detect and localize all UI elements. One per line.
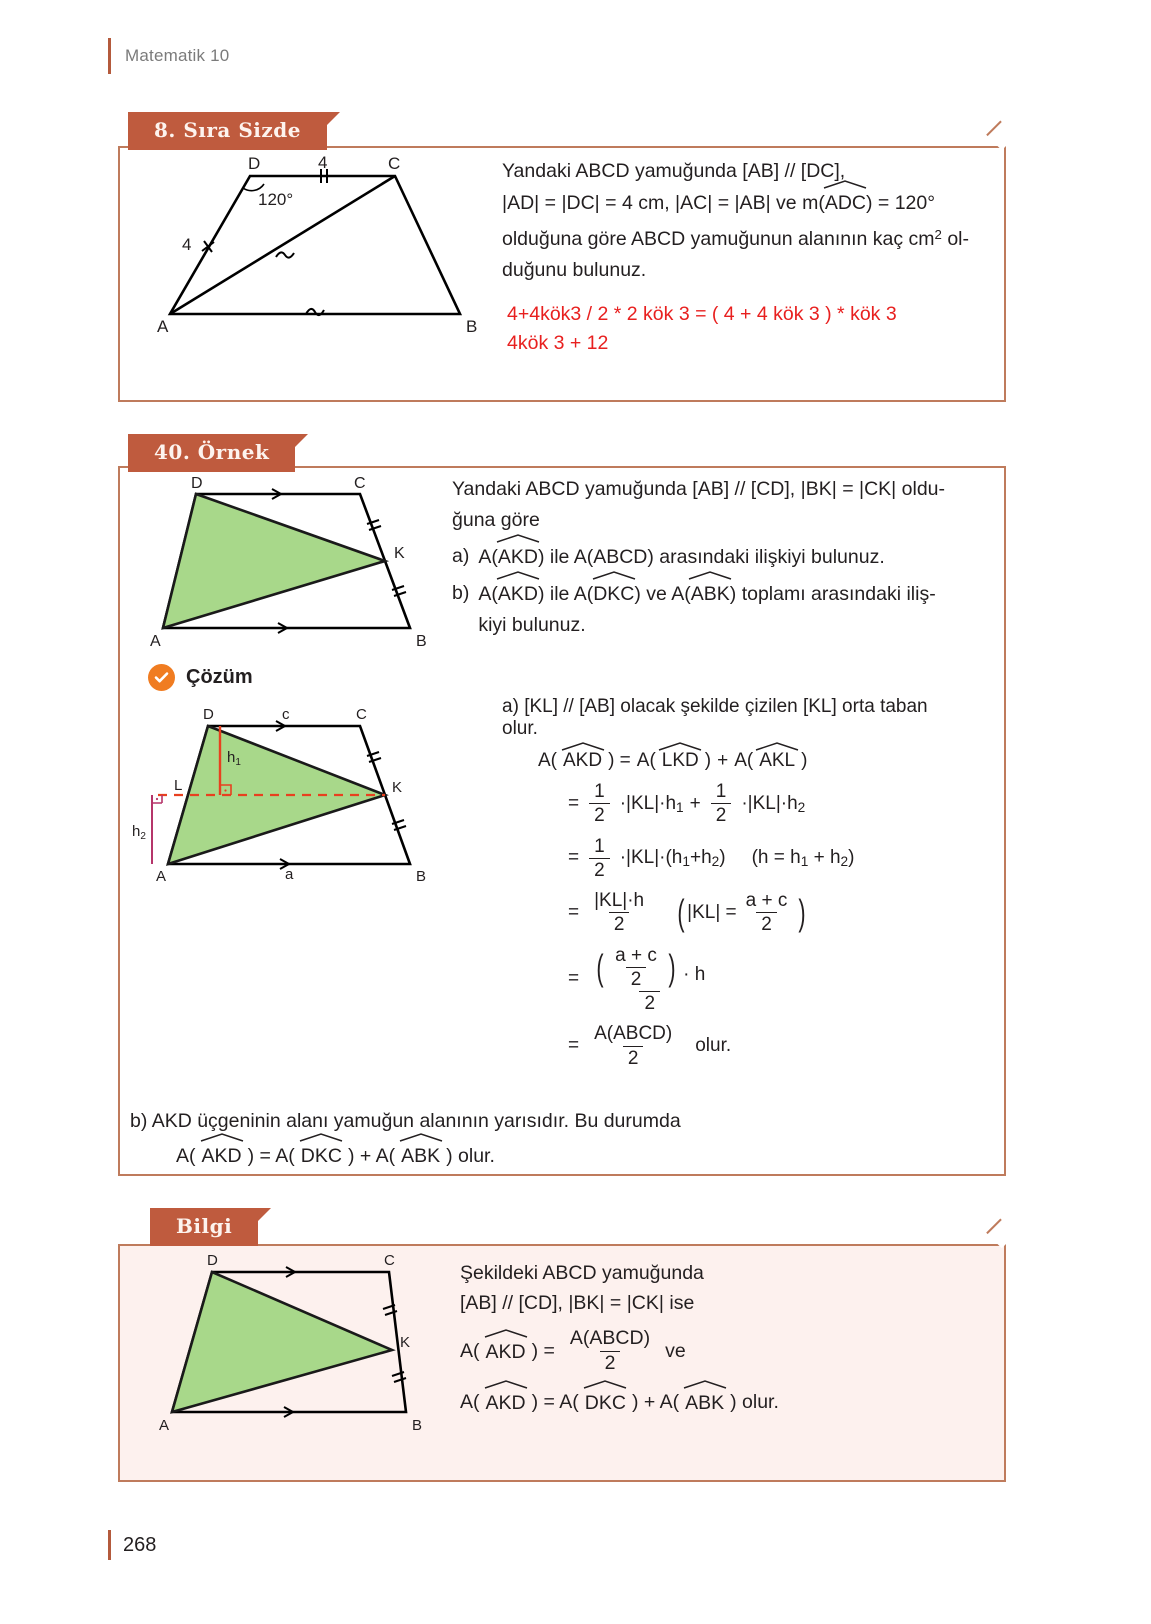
problem-line-2 xyxy=(502,187,1002,219)
sira-sizde-problem-text xyxy=(502,156,1002,358)
angle-letters: AKD xyxy=(485,1391,526,1414)
fraction-one-half xyxy=(589,781,610,827)
vertex-label-A: A xyxy=(156,868,167,885)
bilgi-eq2-mid1: ) = A( xyxy=(531,1391,579,1414)
answer-line-2: 4kök 3 + 12 xyxy=(507,331,609,354)
paren-right: ) xyxy=(668,946,676,988)
eq4-note-lhs: |KL| = xyxy=(687,901,737,923)
eq1-t1-pre: A( xyxy=(636,749,656,771)
eq3-sub2: 2 xyxy=(711,854,720,870)
eq1-t1-post: ) xyxy=(704,749,712,771)
bilgi-eq2-pre: A( xyxy=(460,1391,480,1414)
cm-superscript: 2 xyxy=(934,227,942,242)
numerator: A(ABCD) xyxy=(569,1327,651,1349)
angle-letters: ADC xyxy=(824,192,866,214)
fraction-nested xyxy=(589,945,710,1015)
eq2-term1-text: ·|KL|·h xyxy=(619,792,677,814)
eq3-equals: = xyxy=(568,847,580,869)
item-b-seg4: ) toplamı arasındaki iliş- xyxy=(729,583,936,605)
paren-right: ) xyxy=(798,892,806,934)
solution-equation-5 xyxy=(502,945,1002,1015)
ornek-line-1: Yandaki ABCD yamuğunda [AB] // [CD], |BK| = |CK| oldu- xyxy=(452,478,946,500)
solution-part-a-intro xyxy=(502,696,1002,740)
bilgi-eq1-mid: ) = xyxy=(531,1340,555,1363)
page-header xyxy=(108,38,229,74)
solution-b-equation xyxy=(130,1140,990,1171)
angle-notation-abk xyxy=(691,578,730,610)
ornek-line-2: ğuna göre xyxy=(452,509,540,531)
angle-notation-akd xyxy=(202,1140,242,1171)
tab-ornek: 40. Örnek xyxy=(128,434,295,472)
problem-line-1: Yandaki ABCD yamuğunda [AB] // [DC], xyxy=(502,160,846,182)
vertex-label-D: D xyxy=(203,706,214,723)
section-ornek xyxy=(118,466,1006,1176)
vertex-label-C: C xyxy=(384,1252,395,1269)
solution-equation-2 xyxy=(502,781,1002,827)
vertex-label-D: D xyxy=(191,475,203,492)
denominator: 2 xyxy=(756,912,777,935)
angle-letters: AKD xyxy=(497,546,538,568)
eq5-times-h: · h xyxy=(683,963,706,985)
item-a-pre: A( xyxy=(478,546,498,568)
item-a-text xyxy=(478,541,884,573)
paren-left: ( xyxy=(677,892,685,934)
solution-b-line1: AKD üçgeninin alanı yamuğun alanının yarısıdır. Bu durumda xyxy=(151,1110,681,1132)
numerator: 1 xyxy=(594,781,605,802)
fraction-a-plus-c-over-2 xyxy=(610,945,662,991)
eq1-lhs-pre: A( xyxy=(538,749,557,771)
angle-letters: DKC xyxy=(584,1391,626,1414)
vertex-label-L: L xyxy=(174,777,183,794)
angle-notation-akd xyxy=(486,1336,526,1367)
angle-letters: AKD xyxy=(485,1340,526,1363)
figure-cozum-trapezoid xyxy=(130,704,450,894)
header-rule xyxy=(108,38,111,74)
figure-bilgi-trapezoid xyxy=(134,1252,434,1437)
vertex-label-A: A xyxy=(157,317,169,336)
paren-left: ( xyxy=(596,946,604,988)
angle-notation-akd xyxy=(498,541,538,573)
b-eq-mid1: ) = A( xyxy=(247,1144,295,1167)
numerator: |KL|·h xyxy=(594,890,645,912)
problem-line-3 xyxy=(502,219,1002,255)
numerator xyxy=(589,945,710,992)
numerator: 1 xyxy=(594,835,605,857)
eq3-note-mid: + h xyxy=(808,847,841,869)
bilgi-equation-1 xyxy=(460,1328,990,1375)
item-b-seg1: A( xyxy=(478,583,498,605)
angle-notation-dkc xyxy=(593,578,634,610)
solution-equation-4 xyxy=(502,890,1002,936)
fraction-abcd-over-2 xyxy=(589,1023,677,1069)
solution-b-marker: b) xyxy=(130,1110,148,1132)
angle-notation-adc xyxy=(825,187,866,219)
vertex-label-B: B xyxy=(416,633,427,650)
cozum-solution-math xyxy=(502,696,1002,1069)
eq5-equals: = xyxy=(568,968,580,990)
bilgi-line-1: Şekildeki ABCD yamuğunda xyxy=(460,1262,704,1284)
eq2-term2-text: ·|KL|·h xyxy=(741,792,798,814)
angle-notation-akd xyxy=(563,749,602,772)
denominator: 2 xyxy=(639,991,660,1014)
height-label-h2: $h_2$ xyxy=(132,823,146,842)
angle-letters: AKD xyxy=(563,750,603,771)
bilgi-line-2: [AB] // [CD], |BK| = |CK| ise xyxy=(460,1292,695,1314)
item-a-post: ) ile A(ABCD) arasındaki ilişkiyi bulunuz. xyxy=(537,546,885,568)
vertex-label-B: B xyxy=(416,868,427,885)
angle-notation-abk xyxy=(685,1387,724,1418)
angle-notation-dkc xyxy=(301,1140,342,1171)
vertex-label-C: C xyxy=(388,154,401,173)
problem-line3-post: ol- xyxy=(941,227,969,250)
angle-notation-akd xyxy=(498,578,538,610)
bilgi-eq2-mid2: ) + A( xyxy=(631,1391,680,1414)
fraction-a-plus-c-over-2 xyxy=(741,890,793,936)
eq3-body-a: ·|KL|·(h xyxy=(619,847,683,869)
eq6-tail: olur. xyxy=(695,1035,732,1057)
item-b-text xyxy=(478,578,935,641)
bilgi-equation-2 xyxy=(460,1387,990,1418)
eq4-note xyxy=(659,890,808,936)
angle-letters: LKD xyxy=(661,750,699,771)
eq1-t2-post: ) xyxy=(801,749,808,771)
eq3-sub1: 1 xyxy=(682,854,690,870)
eq3-note xyxy=(732,847,855,869)
numerator: a + c xyxy=(615,944,657,966)
angle-letters: ABK xyxy=(690,583,730,605)
vertex-label-C: C xyxy=(356,706,367,723)
ornek-item-b xyxy=(452,578,1004,641)
eq4-equals: = xyxy=(568,901,580,923)
eq3-note-sub2: 2 xyxy=(840,854,849,870)
problem-line2-pre: |AD| = |DC| = 4 cm, |AC| = |AB| ve m( xyxy=(502,192,825,214)
angle-notation-akd xyxy=(486,1387,526,1418)
fraction-kl-h-over-2 xyxy=(589,890,649,936)
tab-bilgi: Bilgi xyxy=(150,1208,258,1246)
item-b-line2: kiyi bulunuz. xyxy=(478,614,586,636)
figure-ornek-trapezoid xyxy=(138,476,438,656)
angle-label-adc: 120° xyxy=(258,190,294,209)
problem-line3-pre: olduğuna göre ABCD yamuğunun alanının kaç cm xyxy=(502,227,935,250)
denominator: 2 xyxy=(589,858,610,881)
solution-a-line1: [KL] // [AB] olacak şekilde çizilen [KL] orta taban xyxy=(524,696,928,717)
numerator: 1 xyxy=(715,781,727,802)
angle-notation-dkc xyxy=(585,1387,626,1418)
side-ad-length: 4 xyxy=(182,235,192,254)
b-eq-mid2: ) + A( xyxy=(347,1144,396,1167)
item-b-seg3: ) ve A( xyxy=(634,583,691,605)
bottom-base-label-a: a xyxy=(285,866,294,883)
angle-notation-akl xyxy=(759,749,795,772)
vertex-label-K: K xyxy=(392,779,403,796)
fraction-abcd-over-2 xyxy=(565,1328,655,1375)
angle-letters: AKD xyxy=(497,583,538,605)
tab-sira-sizde: 8. Sıra Sizde xyxy=(128,112,327,150)
eq3-note-pre: (h = h xyxy=(751,847,801,869)
item-b-marker: b) xyxy=(452,582,470,604)
angle-letters: ABK xyxy=(685,1391,725,1414)
page-footer xyxy=(108,1530,156,1560)
denominator: 2 xyxy=(626,967,647,990)
bilgi-eq1-tail: ve xyxy=(665,1340,686,1363)
corner-cut-decoration xyxy=(986,1219,1016,1249)
vertex-label-B: B xyxy=(412,1417,423,1434)
solution-equation-6 xyxy=(502,1023,1002,1069)
solution-equation-1 xyxy=(502,749,1002,772)
vertex-label-K: K xyxy=(400,1334,411,1351)
eq6-equals: = xyxy=(568,1035,580,1057)
eq1-t2-pre: A( xyxy=(734,749,754,771)
solution-part-b xyxy=(130,1106,990,1171)
eq2-term1-sub: 1 xyxy=(676,799,684,815)
item-a-marker: a) xyxy=(452,545,470,567)
answer-line-1: 4+4kök3 / 2 * 2 kök 3 = ( 4 + 4 kök 3 ) * kök 3 xyxy=(507,302,897,325)
check-circle-icon xyxy=(148,664,175,691)
angle-letters: AKL xyxy=(759,750,796,771)
ornek-item-a xyxy=(452,541,1004,573)
eq1-plus: + xyxy=(717,749,729,771)
vertex-label-K: K xyxy=(394,545,405,562)
ornek-problem-text xyxy=(452,474,1004,641)
corner-cut-decoration xyxy=(986,121,1016,151)
denominator: 2 xyxy=(600,1351,621,1375)
figure-sira-sizde-trapezoid xyxy=(130,154,490,359)
bilgi-eq2-post: ) olur. xyxy=(730,1391,779,1414)
vertex-label-A: A xyxy=(159,1417,170,1434)
eq1-lhs-post: ) = xyxy=(608,749,631,771)
b-eq-post: ) olur. xyxy=(446,1144,495,1167)
eq2-term2 xyxy=(741,793,805,815)
denominator: 2 xyxy=(589,803,610,826)
fraction-one-half xyxy=(711,781,732,827)
eq2-term1 xyxy=(620,793,684,815)
solution-a-line2: olur. xyxy=(502,718,538,739)
problem-line-4: duğunu bulunuz. xyxy=(502,258,647,281)
eq3-note-sub1: 1 xyxy=(800,854,809,870)
vertex-label-B: B xyxy=(466,317,478,336)
solution-a-text xyxy=(502,696,1002,740)
footer-rule xyxy=(108,1530,111,1560)
vertex-label-D: D xyxy=(207,1252,218,1269)
side-dc-length: 4 xyxy=(318,153,328,172)
denominator: 2 xyxy=(609,912,630,935)
denominator: 2 xyxy=(711,803,732,826)
cozum-label: Çözüm xyxy=(186,666,253,688)
problem-line2-post: ) = 120° xyxy=(865,192,936,214)
numerator: a + c xyxy=(745,890,788,912)
inner-parenthesized-fraction xyxy=(594,945,678,991)
section-bilgi xyxy=(118,1244,1006,1482)
angle-notation-lkd xyxy=(662,749,699,772)
bilgi-text xyxy=(460,1258,990,1418)
numerator: A(ABCD) xyxy=(594,1023,673,1045)
vertex-label-C: C xyxy=(354,475,366,492)
section-sira-sizde xyxy=(118,146,1006,402)
book-title: Matematik 10 xyxy=(125,46,230,65)
cozum-heading xyxy=(148,664,253,691)
solution-equation-3 xyxy=(502,836,1002,882)
b-eq-pre: A( xyxy=(176,1144,196,1167)
eq3-body-b: +h xyxy=(689,847,712,869)
angle-notation-abk xyxy=(401,1140,440,1171)
denominator: 2 xyxy=(623,1046,644,1069)
handwritten-answer xyxy=(502,300,1002,358)
height-label-h1: $h_1$ xyxy=(227,749,241,768)
top-base-label-c: c xyxy=(282,706,290,723)
eq2-plus: + xyxy=(689,792,701,814)
eq3-body-end: ) xyxy=(719,847,726,869)
solution-b-intro xyxy=(130,1106,990,1136)
eq2-term2-sub: 2 xyxy=(797,799,806,815)
bilgi-eq1-pre: A( xyxy=(460,1340,480,1363)
solution-a-marker: a) xyxy=(502,696,519,717)
eq3-body xyxy=(620,847,726,869)
angle-letters: DKC xyxy=(593,583,635,605)
fraction-one-half xyxy=(589,836,610,882)
angle-letters: AKD xyxy=(201,1145,242,1167)
eq2-equals: = xyxy=(568,792,580,814)
vertex-label-A: A xyxy=(150,633,161,650)
angle-letters: DKC xyxy=(300,1145,342,1167)
page-number: 268 xyxy=(123,1533,157,1556)
vertex-label-D: D xyxy=(248,154,261,173)
item-b-seg2: ) ile A( xyxy=(537,583,594,605)
eq3-note-end: ) xyxy=(848,847,855,869)
angle-letters: ABK xyxy=(401,1145,441,1167)
